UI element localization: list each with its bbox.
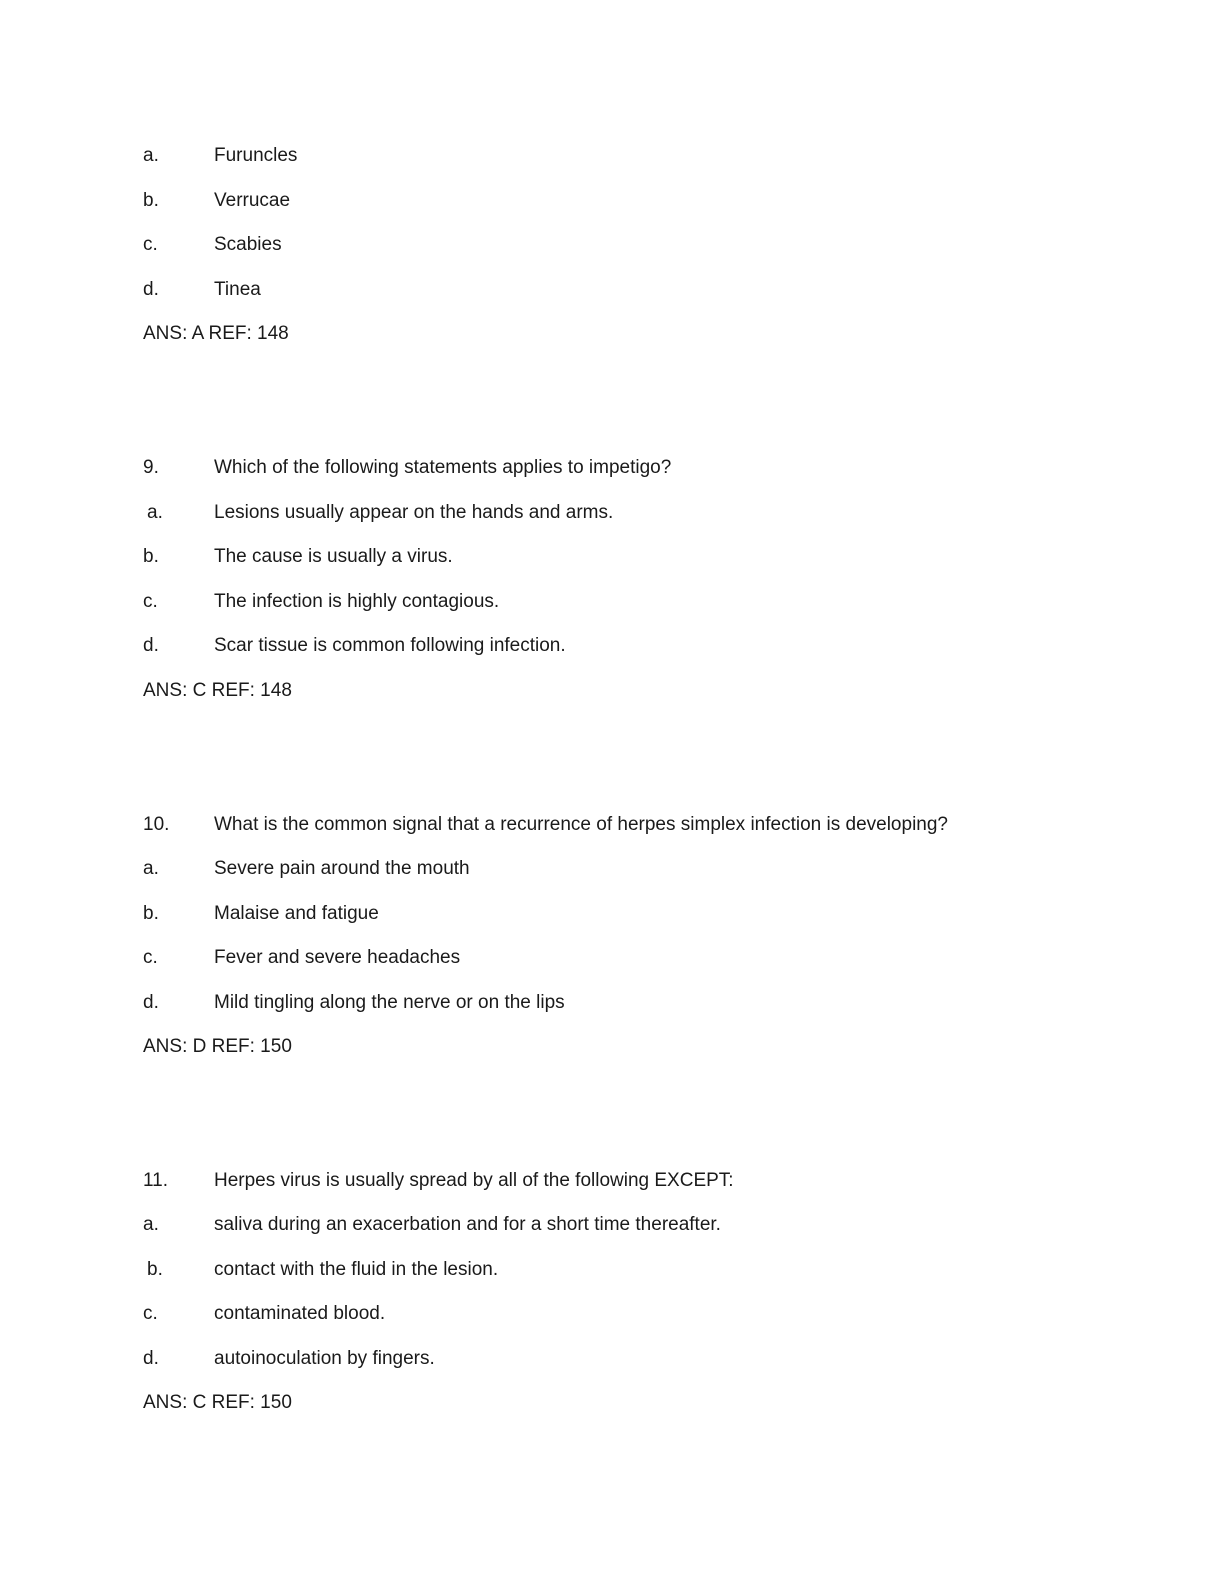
- answer-text: ANS: D REF: 150: [143, 1036, 292, 1057]
- option-text: Tinea: [214, 279, 261, 300]
- option-text: Scar tissue is common following infection.: [214, 635, 566, 656]
- option-label: c.: [143, 234, 158, 255]
- option-label: a.: [143, 858, 159, 879]
- option-text: autoinoculation by fingers.: [214, 1348, 435, 1369]
- question-number: 11.: [143, 1170, 169, 1191]
- question-number: 9.: [143, 457, 159, 478]
- option-text: Verrucae: [214, 190, 291, 211]
- option-text: saliva during an exacerbation and for a short time thereafter.: [214, 1214, 721, 1235]
- option-text: The cause is usually a virus.: [214, 546, 453, 567]
- option-label: d.: [143, 1348, 159, 1369]
- option-text: Lesions usually appear on the hands and arms.: [214, 502, 614, 523]
- option-label: a.: [147, 502, 163, 523]
- answer-text: ANS: C REF: 148: [143, 680, 292, 701]
- option-label: b.: [143, 903, 159, 924]
- option-label: c.: [143, 1303, 158, 1324]
- option-text: contact with the fluid in the lesion.: [214, 1259, 499, 1280]
- answer-text: ANS: A REF: 148: [143, 323, 289, 344]
- option-label: c.: [143, 591, 158, 612]
- option-label: c.: [143, 947, 158, 968]
- option-text: contaminated blood.: [214, 1303, 386, 1324]
- option-text: Furuncles: [214, 145, 298, 166]
- option-text: Severe pain around the mouth: [214, 858, 470, 879]
- option-label: d.: [143, 635, 159, 656]
- option-label: d.: [143, 992, 159, 1013]
- question-text: Herpes virus is usually spread by all of the following EXCEPT:: [214, 1170, 734, 1191]
- option-text: Fever and severe headaches: [214, 947, 461, 968]
- question-text: What is the common signal that a recurrence of herpes simplex infection is developing?: [214, 814, 948, 835]
- option-label: a.: [143, 1214, 159, 1235]
- option-label: b.: [143, 546, 159, 567]
- option-text: Scabies: [214, 234, 282, 255]
- option-label: b.: [143, 190, 159, 211]
- question-number: 10.: [143, 814, 170, 835]
- option-label: d.: [143, 279, 159, 300]
- question-text: Which of the following statements applies to impetigo?: [214, 457, 672, 478]
- option-text: Mild tingling along the nerve or on the lips: [214, 992, 565, 1013]
- answer-text: ANS: C REF: 150: [143, 1392, 292, 1413]
- option-text: The infection is highly contagious.: [214, 591, 500, 612]
- option-label: a.: [143, 145, 159, 166]
- option-label: b.: [147, 1259, 163, 1280]
- option-text: Malaise and fatigue: [214, 903, 379, 924]
